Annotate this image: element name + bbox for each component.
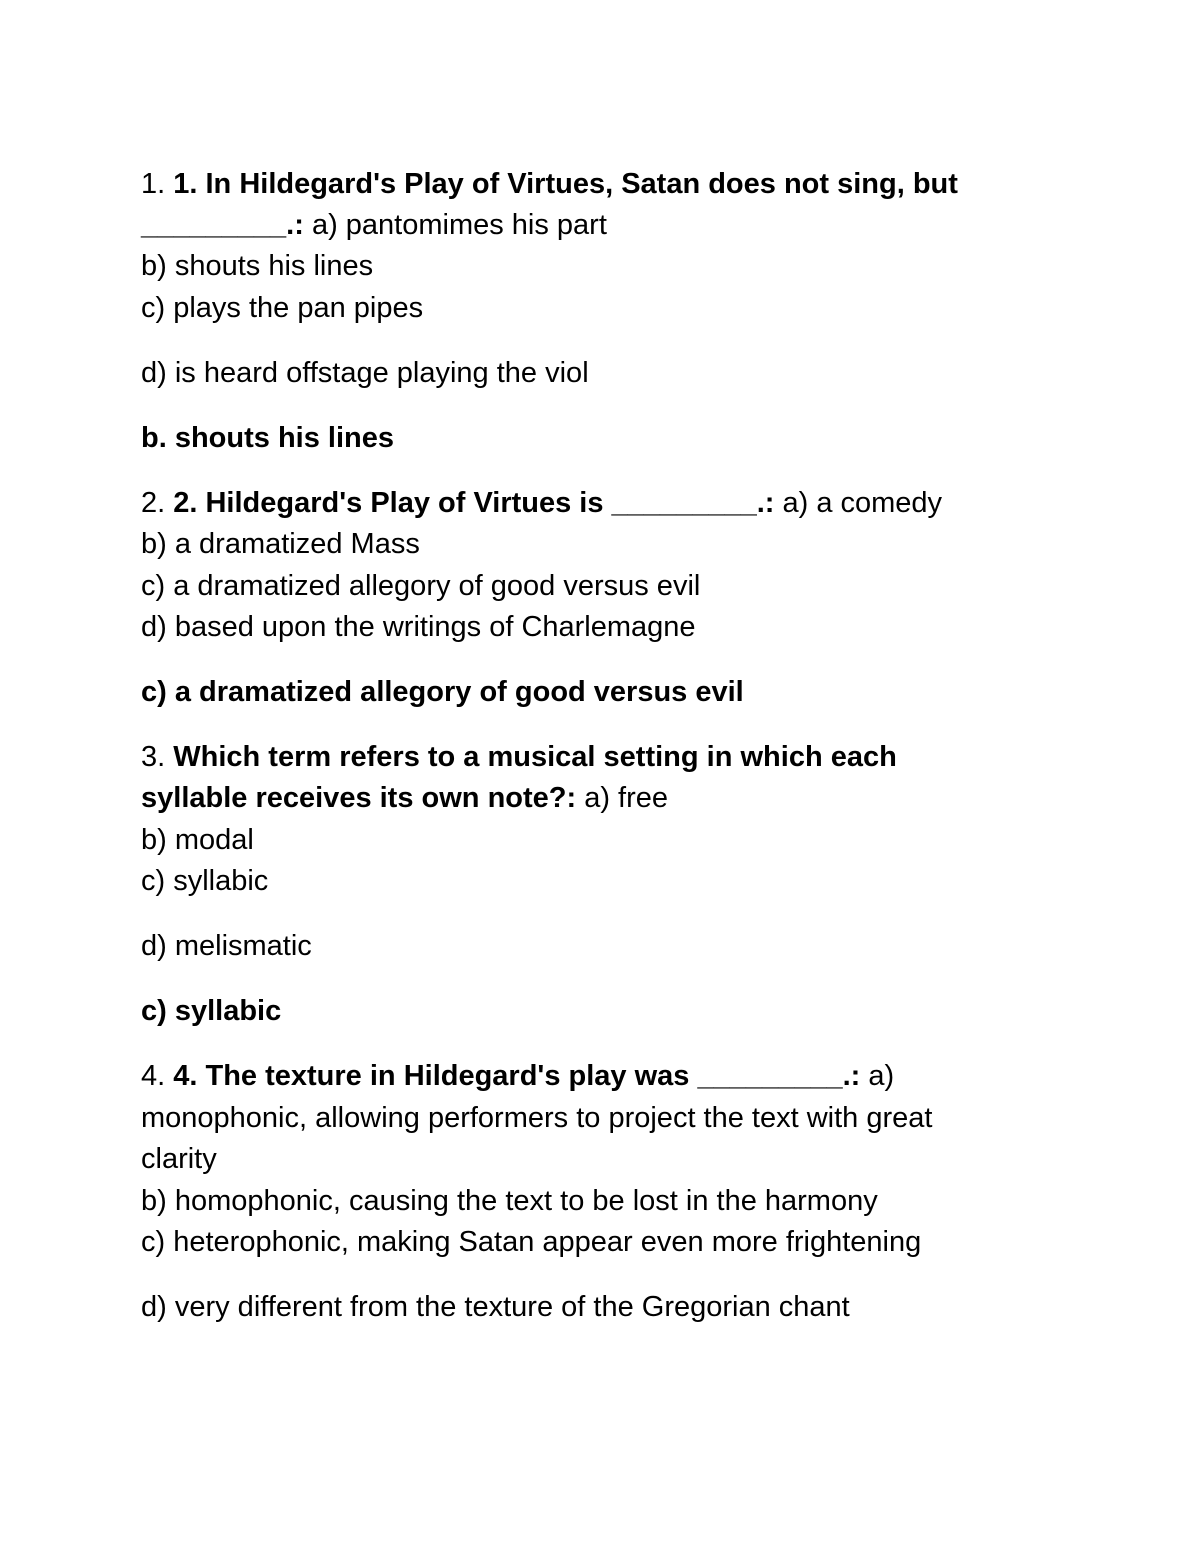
- question-2-option-a: a) a comedy: [782, 487, 943, 519]
- question-4-option-c: c) heterophonic, making Satan appear even more frightening: [141, 1226, 922, 1258]
- question-1-text: 1. In Hildegard's Play of Virtues, Satan does not sing, but: [173, 168, 958, 200]
- question-3-stem-continued: [141, 781, 668, 815]
- question-2-number: 2.: [141, 487, 166, 519]
- question-2-option-d: d) based upon the writings of Charlemagne: [141, 611, 696, 643]
- question-4-stem: [141, 1059, 894, 1093]
- question-4-text: 4. The texture in Hildegard's play was _________.:: [173, 1060, 861, 1092]
- question-2-option-c: c) a dramatized allegory of good versus evil: [141, 570, 701, 602]
- question-3-option-b: b) modal: [141, 824, 254, 856]
- question-1-stem-continued: [141, 208, 607, 242]
- question-4-option-b: b) homophonic, causing the text to be lost in the harmony: [141, 1185, 878, 1217]
- question-4-option-d: d) very different from the texture of the Gregorian chant: [141, 1291, 850, 1323]
- question-4-option-a: monophonic, allowing performers to project the text with great: [141, 1102, 933, 1134]
- question-3-stem: [141, 740, 897, 774]
- question-3-option-c: c) syllabic: [141, 865, 269, 897]
- question-3-text: Which term refers to a musical setting in which each: [173, 741, 897, 773]
- question-1-stem: [141, 167, 958, 201]
- question-1-blank: _________.:: [141, 209, 304, 241]
- question-2-text: 2. Hildegard's Play of Virtues is _________.:: [173, 487, 775, 519]
- question-1-option-d: d) is heard offstage playing the viol: [141, 357, 589, 389]
- question-1-number: 1.: [141, 168, 166, 200]
- question-3-text-end: syllable receives its own note?:: [141, 782, 577, 814]
- question-1-option-a: a) pantomimes his part: [311, 209, 607, 241]
- question-3-option-d: d) melismatic: [141, 930, 312, 962]
- question-2-answer: c) a dramatized allegory of good versus evil: [141, 676, 744, 708]
- question-3-number: 3.: [141, 741, 166, 773]
- question-1-answer: b. shouts his lines: [141, 422, 394, 454]
- question-2-stem: [141, 486, 942, 520]
- question-2-option-b: b) a dramatized Mass: [141, 528, 420, 560]
- question-4-option-a-label: a): [868, 1060, 895, 1092]
- question-4-option-a-continued: clarity: [141, 1143, 217, 1175]
- question-1-option-b: b) shouts his lines: [141, 250, 374, 282]
- question-3-option-a: a) free: [584, 782, 669, 814]
- question-3-answer: c) syllabic: [141, 995, 282, 1027]
- question-1-option-c: c) plays the pan pipes: [141, 292, 424, 324]
- question-4-number: 4.: [141, 1060, 166, 1092]
